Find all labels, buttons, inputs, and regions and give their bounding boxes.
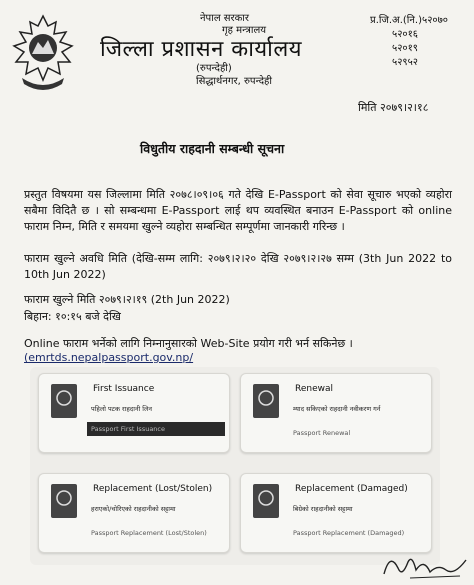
passport-renew-icon bbox=[249, 382, 283, 420]
card-title: First Issuance bbox=[93, 384, 155, 394]
reference-line: ५२०१९ bbox=[392, 43, 418, 54]
reference-line: ५२०१६ bbox=[392, 29, 418, 40]
govt-label: नेपाल सरकार bbox=[200, 13, 249, 24]
card-title: Renewal bbox=[295, 384, 334, 394]
card-replacement-lost[interactable] bbox=[38, 473, 230, 553]
card-title: Replacement (Lost/Stolen) bbox=[93, 484, 213, 494]
passport-damaged-icon bbox=[249, 482, 283, 520]
office-title: जिल्ला प्रशासन कार्यालय bbox=[100, 37, 303, 62]
card-description: हराएको/चोरिएको राहदानीको सट्टामा bbox=[91, 505, 176, 513]
card-description: बिग्रेको राहदानीको सट्टामा bbox=[293, 505, 353, 513]
card-footer: Passport First Issuance bbox=[91, 425, 166, 433]
card-renewal[interactable] bbox=[240, 373, 432, 453]
notice-date: मिति २०७९।२।१८ bbox=[358, 101, 429, 114]
notice-title: विधुतीय राहदानी सम्बन्धी सूचना bbox=[140, 141, 285, 156]
ministry-label: गृह मन्त्रालय bbox=[222, 25, 267, 36]
district-label: (रुपन्देही) bbox=[196, 63, 232, 74]
notice-paragraph-2: फाराम खुल्ने अवधि मिति (देखि-सम्म लागि: २०७९।२।२० देखि २०७९।२।२७ सम्म (3th Jun 2022 to 10th Jun 2022) bbox=[24, 252, 452, 281]
card-footer: Passport Replacement (Damaged) bbox=[293, 529, 405, 537]
reference-line: ५२९५२ bbox=[392, 57, 418, 68]
passport-icon bbox=[47, 382, 81, 420]
signature bbox=[380, 548, 470, 584]
card-replacement-damaged[interactable] bbox=[240, 473, 432, 553]
card-description: पहिलो पटक राहदानी लिन bbox=[91, 405, 152, 413]
card-footer: Passport Replacement (Lost/Stolen) bbox=[91, 529, 207, 537]
card-footer: Passport Renewal bbox=[293, 429, 351, 437]
reference-number: प्र.जि.अ.(नि.)५२०७० bbox=[370, 15, 448, 26]
card-first-issuance[interactable] bbox=[38, 373, 230, 453]
location-label: सिद्धार्थनगर, रुपन्देही bbox=[196, 76, 272, 87]
notice-paragraph-3: फाराम खुल्ने मिति २०७९।२।१९ (2th Jun 2022) bbox=[24, 293, 230, 306]
card-selected-bar bbox=[87, 422, 225, 436]
nepal-emblem-icon bbox=[8, 12, 78, 92]
website-url-link[interactable]: (emrtds.nepalpassport.gov.np/ bbox=[24, 351, 194, 364]
card-title: Replacement (Damaged) bbox=[295, 484, 408, 494]
passport-lost-icon bbox=[47, 482, 81, 520]
passport-portal-screenshot bbox=[30, 367, 440, 565]
notice-paragraph-1: प्रस्तुत विषयमा यस जिल्लामा मिति २०७८।०९।०६ गते देखि E-Passport को सेवा सूचारु भएको व्यहोरा सबैमा विदितै छ । सो सम्बन्धमा E-Passport लाई थप व्यवस्थित बनाउन E-Passport को online फाराम निम्न, मिति र समयमा खुल्ने व्यहोरा सम्बन्धित सम्पूर्णमा जानकारी गरिन्छ । bbox=[24, 188, 452, 233]
notice-paragraph-4: बिहान: १०:१५ बजे देखि bbox=[24, 310, 121, 323]
card-description: म्याद सकिएको राहदानी नवीकरण गर्न bbox=[293, 405, 381, 413]
notice-paragraph-5: Online फाराम भर्नेको लागि निम्नानुसारको Web-Site प्रयोग गरी भर्न सकिनेछ । bbox=[24, 337, 353, 350]
